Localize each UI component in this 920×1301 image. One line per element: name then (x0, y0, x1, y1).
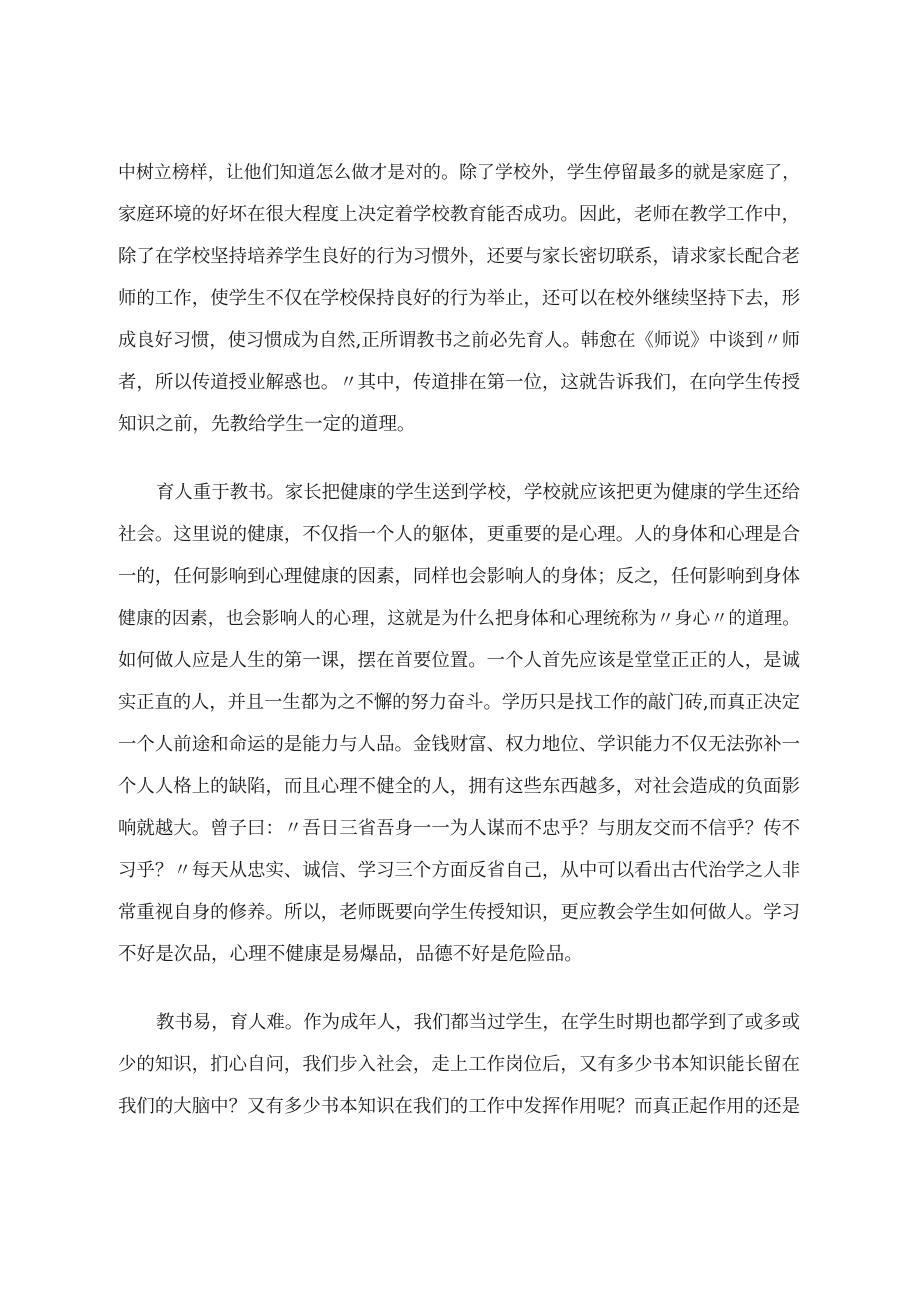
text-line: 个人人格上的缺陷，而且心理不健全的人，拥有这些东西越多，对社会造成的负面影 (118, 776, 800, 797)
text-line: 知识之前，先教给学生一定的道理。 (118, 414, 416, 435)
text-line: 一个人前途和命运的是能力与人品。金钱财富、权力地位、学识能力不仅无法弥补一 (118, 734, 800, 755)
text-line: 实正直的人，并且一生都为之不懈的努力奋斗。学历只是找工作的敲门砖,而真正决定 (118, 692, 800, 713)
text-line: 我们的大脑中？又有多少书本知识在我们的工作中发挥作用呢？而真正起作用的还是 (118, 1096, 800, 1117)
text-line: 不好是次品，心理不健康是易爆品，品德不好是危险品。 (118, 944, 583, 965)
text-line: 教书易，育人难。作为成年人，我们都当过学生，在学生时期也都学到了或多或 (156, 1012, 800, 1033)
text-line: 育人重于教书。家长把健康的学生送到学校，学校就应该把更为健康的学生还给 (156, 482, 800, 503)
text-line: 响就越大。曾子曰：〃吾日三省吾身一一为人谋而不忠乎？与朋友交而不信乎？传不 (118, 818, 800, 839)
text-line: 成良好习惯，使习惯成为自然,正所谓教书之前必先育人。韩愈在《师说》中谈到〃师 (118, 330, 800, 351)
text-line: 者，所以传道授业解惑也。〃其中，传道排在第一位，这就告诉我们，在向学生传授 (118, 372, 800, 393)
text-line: 常重视自身的修养。所以，老师既要向学生传授知识，更应教会学生如何做人。学习 (118, 902, 800, 923)
text-line: 少的知识，扪心自问，我们步入社会，走上工作岗位后，又有多少书本知识能长留在 (118, 1054, 800, 1075)
text-line: 师的工作，使学生不仅在学校保持良好的行为举止，还可以在校外继续坚持下去，形 (118, 288, 800, 309)
text-line: 如何做人应是人生的第一课，摆在首要位置。一个人首先应该是堂堂正正的人，是诚 (118, 650, 800, 671)
text-line: 除了在学校坚持培养学生良好的行为习惯外，还要与家长密切联系，请求家长配合老 (118, 246, 800, 267)
text-line: 社会。这里说的健康，不仅指一个人的躯体，更重要的是心理。人的身体和心理是合 (118, 524, 800, 545)
text-line: 习乎？〃每天从忠实、诚信、学习三个方面反省自己，从中可以看出古代治学之人非 (118, 860, 800, 881)
text-line: 一的，任何影响到心理健康的因素，同样也会影响人的身体；反之，任何影响到身体 (118, 566, 800, 587)
text-line: 健康的因素，也会影响人的心理，这就是为什么把身体和心理统称为〃身心〃的道理。 (118, 608, 800, 629)
text-line: 中树立榜样，让他们知道怎么做才是对的。除了学校外，学生停留最多的就是家庭了， (118, 162, 800, 183)
text-line: 家庭环境的好坏在很大程度上决定着学校教育能否成功。因此，老师在教学工作中， (118, 204, 800, 225)
